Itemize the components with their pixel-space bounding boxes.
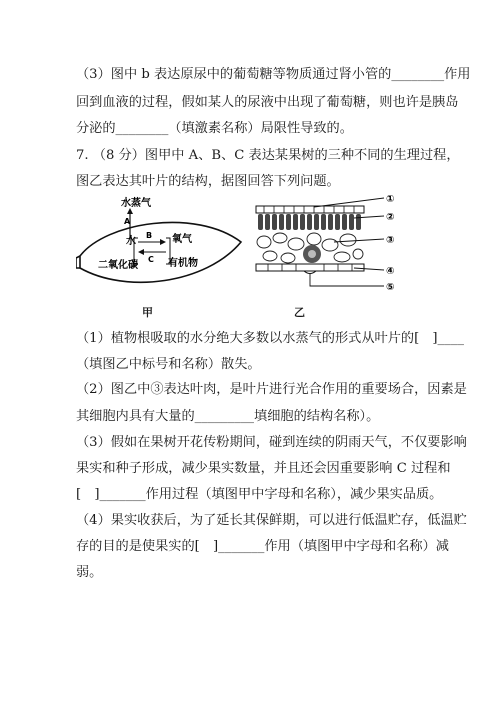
marker-2: ② bbox=[386, 212, 395, 223]
question-7-4-line-1: （4）果实收获后，为了延长其保鲜期，可以进行低温贮存，低温贮 bbox=[76, 513, 467, 528]
label-organic: 有机物 bbox=[168, 258, 198, 269]
text-line-1: （3）图中 b 表达原尿中的葡萄糖等物质通过肾小管的________作用 bbox=[76, 67, 471, 82]
text-line-5: 图乙表达其叶片的结构，据图回答下列问题。 bbox=[76, 174, 340, 189]
figure-jia-leaf-diagram bbox=[76, 192, 246, 302]
caption-yi: 乙 bbox=[294, 306, 305, 319]
caption-jia: 甲 bbox=[142, 306, 153, 319]
marker-1: ① bbox=[386, 194, 395, 205]
question-7-1-line-1: （1）植物根吸取的水分绝大多数以水蒸气的形式从叶片的[ ]____ bbox=[76, 331, 464, 346]
marker-5: ⑤ bbox=[386, 282, 395, 293]
text-line-2: 回到血液的过程，假如某人的尿液中出现了葡萄糖，则也许是胰岛 bbox=[76, 95, 459, 110]
figures bbox=[76, 192, 406, 322]
question-7-2-line-2: 其细胞内具有大量的_________填细胞的结构名称）。 bbox=[76, 409, 380, 424]
label-oxygen: 氧气 bbox=[172, 234, 192, 245]
question-7-4-line-3: 弱。 bbox=[76, 565, 103, 580]
question-7-2-line-1: （2）图乙中③表达叶肉，是叶片进行光合作用的重要场合，因素是 bbox=[76, 382, 467, 397]
figure-yi-leaf-cross-section bbox=[254, 192, 404, 302]
label-water-vapor: 水蒸气 bbox=[121, 198, 151, 209]
label-a: A bbox=[124, 217, 131, 226]
label-water: 水 bbox=[126, 236, 136, 247]
question-7-3-line-1: （3）假如在果树开花传粉期间，碰到连续的阴雨天气，不仅要影响 bbox=[76, 435, 467, 450]
question-7-4-line-2: 存的目的是使果实的[ ]_______作用（填图甲中字母和名称）减 bbox=[76, 539, 449, 554]
question-7-title: 7. （8 分）图甲中 A、B、C 表达某果树的三种不同的生理过程， bbox=[76, 148, 460, 163]
question-7-3-line-2: 果实和种子形成，减少果实数量，并且还会因重要影响 C 过程和 bbox=[76, 461, 451, 476]
question-7-1-line-2: （填图乙中标号和名称）散失。 bbox=[76, 357, 261, 372]
question-7-3-line-3: [ ]_______作用过程（填图甲中字母和名称），减少果实品质。 bbox=[76, 487, 443, 502]
marker-3: ③ bbox=[386, 235, 395, 246]
text-line-3: 分泌的________（填激素名称）局限性导致的。 bbox=[76, 121, 353, 136]
label-co2: 二氧化碳 bbox=[98, 260, 138, 271]
marker-4: ④ bbox=[386, 266, 395, 277]
label-c: C bbox=[148, 255, 154, 264]
label-b: B bbox=[146, 231, 153, 240]
